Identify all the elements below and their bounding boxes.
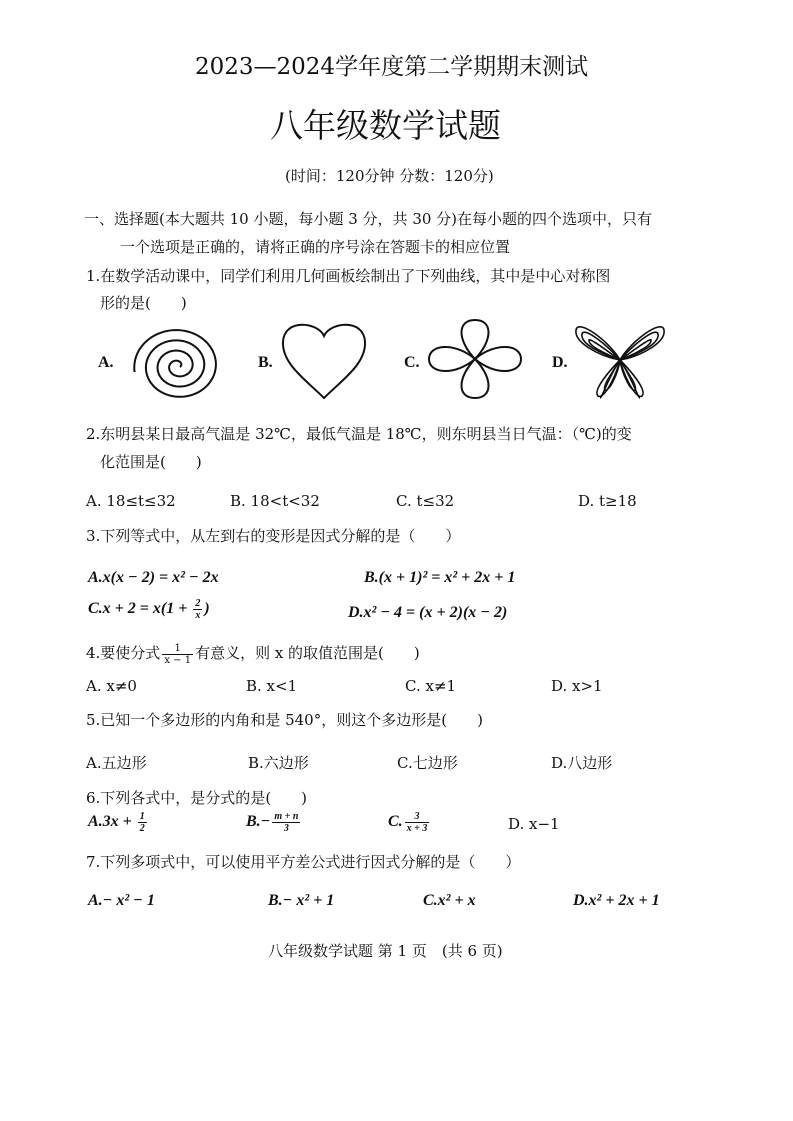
q5-stem: 5.已知一个多边形的内角和是 540°，则这个多边形是( ) xyxy=(86,711,483,729)
section1-instruction-line2: 一个选项是正确的，请将正确的序号涂在答题卡的相应位置 xyxy=(120,238,511,256)
q5-option-d: D.八边形 xyxy=(551,754,613,772)
q4-stem-right: 有意义，则 x 的取值范围是( ) xyxy=(195,644,420,662)
q3-option-c-fraction xyxy=(193,598,202,621)
q6-option-c xyxy=(388,811,431,834)
q7-option-b: B.− x² + 1 xyxy=(268,892,335,909)
q3-option-b: B.(x + 1)² = x² + 2x + 1 xyxy=(364,569,516,586)
q5-option-a: A.五边形 xyxy=(86,754,147,772)
q6-stem: 6.下列各式中，是分式的是( ) xyxy=(86,789,308,807)
fraction-numerator: 3 xyxy=(405,811,430,823)
exam-meta: (时间：120分钟 分数：120分) xyxy=(285,167,494,185)
q1-option-c-label: C. xyxy=(404,354,420,371)
q3-option-a: A.x(x − 2) = x² − 2x xyxy=(88,569,219,586)
fraction-numerator: 2 xyxy=(195,598,201,609)
section1-instruction-line1: 一、选择题(本大题共 10 小题，每小题 3 分，共 30 分)在每小题的四个选项中，只有 xyxy=(84,210,653,228)
q7-option-d: D.x² + 2x + 1 xyxy=(573,892,660,909)
q2-stem-line1: 2.东明县某日最高气温是 32℃，最低气温是 18℃，则东明县当日气温：（℃)的变 xyxy=(86,425,632,443)
q6-option-b xyxy=(246,811,302,834)
q2-stem-line2: 化范围是( ) xyxy=(100,453,202,471)
q6-option-c-fraction xyxy=(405,811,430,834)
q1-stem-line2: 形的是( ) xyxy=(100,294,187,312)
q4-option-d: D. x>1 xyxy=(551,677,603,695)
q1-option-d-label: D. xyxy=(552,354,568,371)
fraction-denominator: x + 3 xyxy=(406,823,428,834)
q6-option-c-left: C. xyxy=(388,813,403,831)
q6-option-b-left: B.− xyxy=(246,813,271,831)
q6-option-a-left: A.3x + xyxy=(88,813,136,831)
q6-option-a-fraction xyxy=(138,811,147,834)
four-petal-figure xyxy=(427,318,523,400)
q4-fraction xyxy=(162,643,193,666)
q7-option-a: A.− x² − 1 xyxy=(88,892,155,909)
q1-option-a-label: A. xyxy=(98,354,114,371)
q5-option-b: B.六边形 xyxy=(248,754,309,772)
exam-title-line2: 八年级数学试题 xyxy=(270,106,501,145)
exam-title-line1: 2023—2024学年度第二学期期末测试 xyxy=(195,54,589,80)
fraction-denominator: x − 1 xyxy=(164,654,192,666)
q1-stem-line1: 1.在数学活动课中，同学们利用几何画板绘制出了下列曲线，其中是中心对称图 xyxy=(86,267,611,285)
q3-option-c-left: C.x + 2 = x(1 + xyxy=(88,600,192,618)
q6-option-d: D. x−1 xyxy=(508,815,560,833)
q3-option-c xyxy=(88,598,210,621)
fraction-numerator: 1 xyxy=(139,811,145,822)
q4-option-a: A. x≠0 xyxy=(86,677,137,695)
q2-option-a: A. 18≤t≤32 xyxy=(86,492,176,510)
spiral-figure xyxy=(120,320,220,400)
q2-option-c: C. t≤32 xyxy=(396,492,455,510)
q4-option-c: C. x≠1 xyxy=(405,677,457,695)
q3-option-d: D.x² − 4 = (x + 2)(x − 2) xyxy=(348,604,508,621)
q3-option-c-right: ) xyxy=(204,600,210,618)
heart-figure xyxy=(278,318,370,400)
q7-option-c: C.x² + x xyxy=(423,892,476,909)
fraction-denominator: 2 xyxy=(139,823,145,834)
q4-stem-left: 4.要使分式 xyxy=(86,644,161,662)
q4-option-b: B. x<1 xyxy=(246,677,298,695)
q7-stem: 7.下列多项式中，可以使用平方差公式进行因式分解的是（ ） xyxy=(86,853,521,871)
q6-option-a xyxy=(88,811,149,834)
q1-option-b-label: B. xyxy=(258,354,273,371)
butterfly-figure xyxy=(572,320,668,400)
q4-stem xyxy=(86,642,420,666)
q5-option-c: C.七边形 xyxy=(397,754,458,772)
fraction-numerator: 1 xyxy=(162,643,193,655)
fraction-numerator: m + n xyxy=(274,811,299,822)
fraction-denominator: x xyxy=(195,610,201,621)
fraction-denominator: 3 xyxy=(283,823,289,834)
page-footer: 八年级数学试题 第 1 页 (共 6 页) xyxy=(268,942,503,960)
q2-option-d: D. t≥18 xyxy=(578,492,637,510)
q3-stem: 3.下列等式中，从左到右的变形是因式分解的是（ ） xyxy=(86,527,461,545)
q6-option-b-fraction xyxy=(272,811,300,834)
q2-option-b: B. 18<t<32 xyxy=(230,492,320,510)
